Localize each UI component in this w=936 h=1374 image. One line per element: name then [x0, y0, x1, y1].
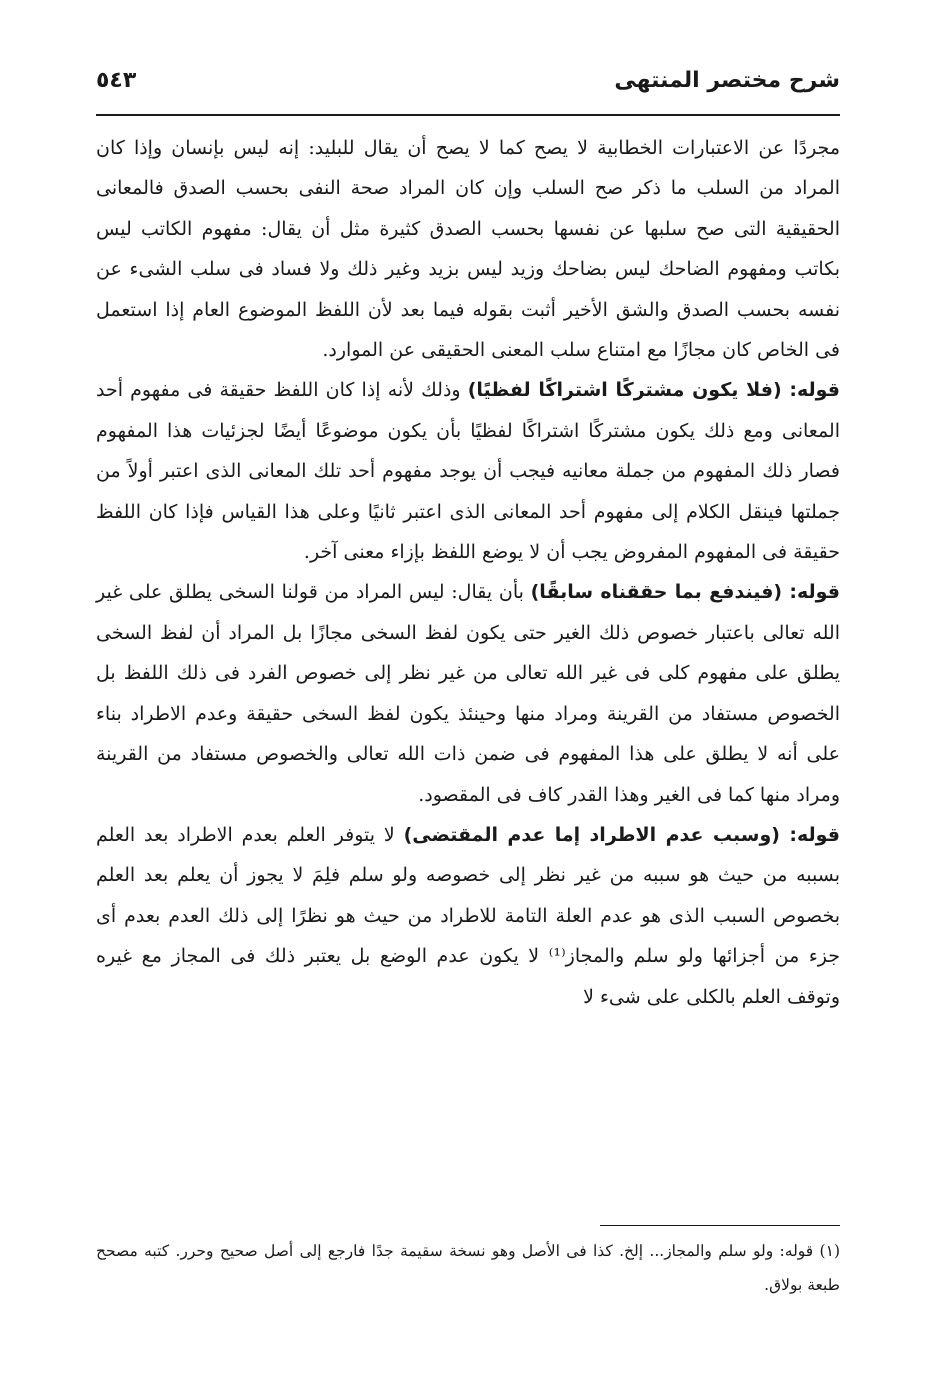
main-text [96, 128, 840, 1017]
paragraph-text: بأن يقال: ليس المراد من قولنا السخى يطلق على غير الله تعالى باعتبار خصوص ذلك الغير حتى يكون لفظ السخى مجازًا بل المراد أن لفظ السخى يطلق على مفهوم كلى فى غير الله تعالى من غير نظر إلى خصوص الفرد فى ذلك اللفظ بل الخصوص مستفاد من القرينة ومراد منها وحينئذ يكون لفظ السخى حقيقة وعدم الاطراد بناء على أنه لا يطلق على هذا المفهوم فى ضمن ذات الله تعالى والخصوص مستفاد من القرينة ومراد منها كما فى الغير وهذا القدر كاف فى المقصود. [96, 581, 840, 806]
page-number: ٥٤٣ [96, 68, 137, 93]
header-rule [96, 114, 840, 116]
paragraph-text: وذلك لأنه إذا كان اللفظ حقيقة فى مفهوم أحد المعانى ومع ذلك يكون مشتركًا اشتراكًا لفظيًا بأن يكون موضوعًا أيضًا لجزئيات هذا المفهوم فصار ذلك المفهوم من جملة معانيه فيجب أن يوجد مفهوم أحد تلك المعانى الذى اعتبر أولاً من جملتها فينقل الكلام إلى مفهوم أحد المعانى الذى اعتبر ثانيًا وعلى هذا القياس فإذا كان اللفظ حقيقة فى المفهوم المفروض يجب أن لا يوضع اللفظ بإزاء معنى آخر. [96, 379, 840, 564]
footnotes [96, 1234, 840, 1302]
paragraph-lead: قوله: (وسبب عدم الاطراد إما عدم المقتضى) [403, 823, 840, 846]
paragraph-text: مجردًا عن الاعتبارات الخطابية لا يصح كما لا يصح أن يقال للبليد: إنه ليس بإنسان وإذا كان المراد من السلب ما ذكر صح السلب وإن كان المراد صحة النفى بحسب الصدق فالمعانى الحقيقية التى صح سلبها عن نفسها بحسب الصدق كثيرة مثل أن يقال: مفهوم الكاتب ليس بكاتب ومفهوم الضاحك ليس بضاحك وزيد ليس بزيد وغير ذلك ولا فساد فى سلب الشىء عن نفسه بحسب الصدق والشق الأخير أثبت بقوله فيما بعد لأن اللفظ الموضوع العام إذا استعمل فى الخاص كان مجازًا مع امتناع سلب المعنى الحقيقى عن الموارد. [96, 137, 840, 362]
footnote-rule [600, 1225, 840, 1226]
running-title: شرح مختصر المنتهى [614, 68, 840, 93]
page-header [96, 66, 840, 106]
paragraph-4 [96, 815, 840, 1017]
footnote-1: (١) قوله: ولو سلم والمجاز... إلخ. كذا فى الأصل وهو نسخة سقيمة جدًا فارجع إلى أصل صحيح وحرر. كتبه مصحح طبعة بولاق. [96, 1242, 840, 1294]
paragraph-3 [96, 572, 840, 814]
paragraph-2 [96, 370, 840, 572]
paragraph-lead: قوله: (فيندفع بما حققناه سابقًا) [530, 581, 840, 604]
paragraph-lead: قوله: (فلا يكون مشتركًا اشتراكًا لفظيًا) [467, 379, 840, 402]
paragraph-1 [96, 128, 840, 370]
paragraph-text: لا يتوفر العلم بعدم الاطراد بعد العلم بسببه من حيث هو سببه من غير نظر إلى خصوصه ولو سلم فلِمَ لا يجوز أن يعلم بعد العلم بخصوص السبب الذى هو عدم العلة التامة للاطراد من حيث هو نظرًا إلى ذلك العدم بعدم أى جزء من أجزائها ولو سلم والمجاز⁽¹⁾ لا يكون عدم الوضع بل يعتبر ذلك فى المجاز مع غيره وتوقف العلم بالكلى على شىء لا [96, 823, 840, 1008]
